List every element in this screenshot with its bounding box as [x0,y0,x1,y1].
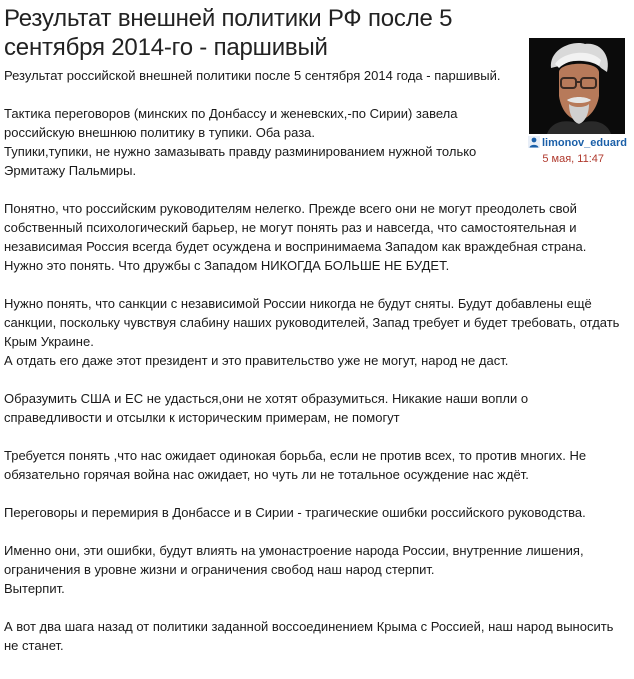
post-paragraph: Нужно понять, что санкции с независимой России никогда не будут сняты. Будут добавлены ещё санкции, поскольку чувствуя слабину наших руководителей, Запад требует и будет требовать, отдать Крым Украине. А отдать его даже этот президент и это правительство уже не могут, народ не даст. [4,296,620,368]
post-paragraph: Требуется понять ,что нас ожидает одинокая борьба, если не против всех, то против многих. Не обязательно горячая война нас ожидает, но чуть ли не тотальное осуждение нас ждёт. [4,448,587,482]
post-paragraph: Результат российской внешней политики после 5 сентября 2014 года - паршивый. [4,68,501,83]
author-avatar[interactable] [529,38,625,134]
post-paragraph: А вот два шага назад от политики заданной воссоединением Крыма с Россией, наш народ выносить не станет. [4,619,614,653]
user-icon[interactable] [528,136,540,148]
post-title: Результат внешней политики РФ после 5 сентября 2014-го - паршивый [4,5,453,61]
post-paragraph: Переговоры и перемирия в Донбассе и в Сирии - трагические ошибки российского руководства. [4,505,586,520]
author-link[interactable]: limonov_eduard [542,137,627,149]
author-line [526,136,632,150]
post-paragraph: Понятно, что российским руководителям нелегко. Прежде всего они не могут преодолеть свой собственный психологический барьер, не могут понять раз и навсегда, что самостоятельная и независимая Россия всегда будет осуждена и воспринимаема Западом как враждебная страна. Нужно это понять. Что дружбы с Западом НИКОГДА БОЛЬШЕ НЕ БУДЕТ. [4,201,587,273]
post-paragraph: Тактика переговоров (минских по Донбассу и женевских,-по Сирии) завела российскую внешнюю политику в тупики. Оба раза. Тупики,тупики, не нужно замазывать правду разминированием нужной только Эрмитажу Пальмиры. [4,106,477,178]
post-paragraph: Именно они, эти ошибки, будут влиять на умонастроение народа России, внутренние лишения, ограничения в уровне жизни и ограничения свобод наш народ стерпит. Вытерпит. [4,543,584,596]
author-box [526,38,632,166]
post-paragraph: Образумить США и ЕС не удасться,они не хотят образумиться. Никакие наши вопли о справедливости и отсылки к историческим примерам, не помогут [4,391,529,425]
avatar-portrait-icon [529,38,625,134]
post-date: 5 мая, 11:47 [542,153,604,165]
